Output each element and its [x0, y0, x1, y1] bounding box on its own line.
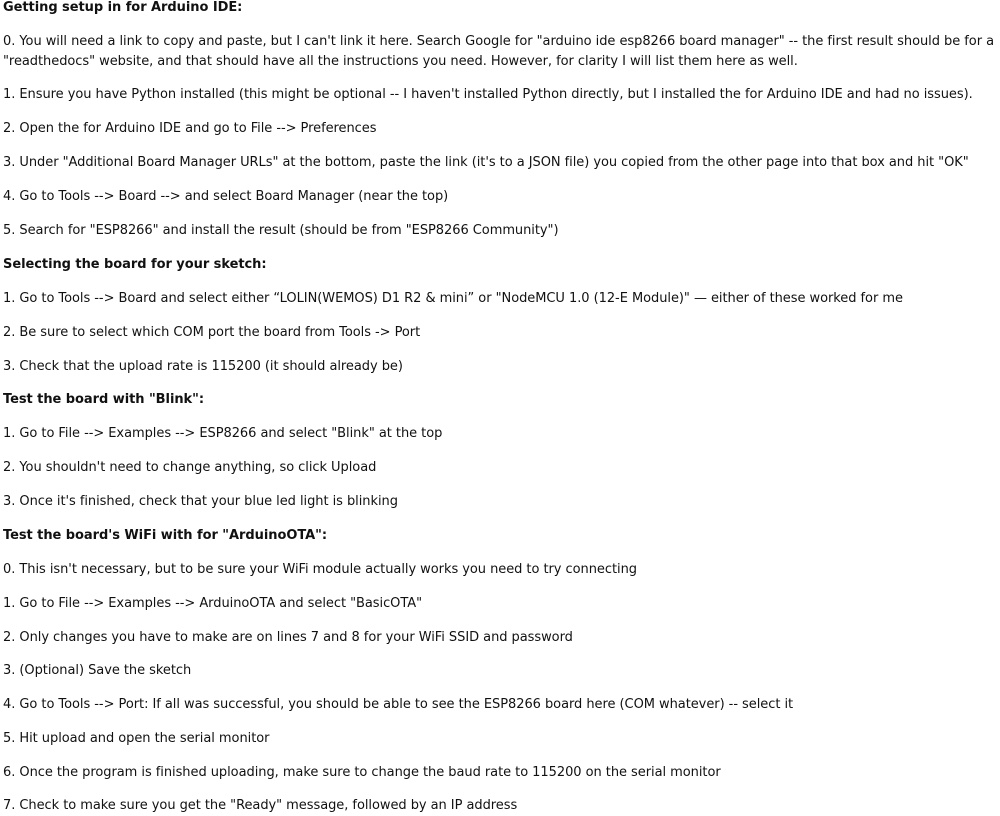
list-item: 2. Open the for Arduino IDE and go to File --> Preferences — [3, 121, 377, 136]
list-item: 0. This isn't necessary, but to be sure your WiFi module actually works you need to try connecting — [3, 562, 637, 577]
list-item: 1. Go to Tools --> Board and select either “LOLIN(WEMOS) D1 R2 & mini” or "NodeMCU 1.0 (12-E Module)" — either of these worked for me — [3, 291, 903, 306]
section-heading-selecting-board: Selecting the board for your sketch: — [3, 257, 267, 272]
list-item: 3. Once it's finished, check that your blue led light is blinking — [3, 494, 398, 509]
section-heading-blink-test: Test the board with "Blink": — [3, 392, 205, 407]
list-item: 7. Check to make sure you get the "Ready" message, followed by an IP address — [3, 798, 518, 813]
list-item: 2. Only changes you have to make are on lines 7 and 8 for your WiFi SSID and password — [3, 630, 573, 645]
list-item: 1. Go to File --> Examples --> ArduinoOTA and select "BasicOTA" — [3, 596, 423, 611]
list-item: 5. Hit upload and open the serial monitor — [3, 731, 270, 746]
section-heading-setup: Getting setup in for Arduino IDE: — [3, 0, 243, 15]
list-item: 3. Check that the upload rate is 115200 (it should already be) — [3, 359, 403, 374]
section-heading-wifi-test: Test the board's WiFi with for "ArduinoOTA": — [3, 528, 328, 543]
list-item: 1. Ensure you have Python installed (this might be optional -- I haven't installed Python directly, but I installed the for Arduino IDE and had no issues). — [3, 87, 973, 102]
list-item: 0. You will need a link to copy and paste, but I can't link it here. Search Google for "arduino ide esp8266 board manager" -- the first result should be for a "readthedocs" website, and that should have all the instructions you need. However, for clarity I will list them here as well. — [3, 34, 994, 69]
list-item: 4. Go to Tools --> Port: If all was successful, you should be able to see the ESP8266 board here (COM whatever) -- select it — [3, 697, 794, 712]
list-item: 2. You shouldn't need to change anything, so click Upload — [3, 460, 377, 475]
list-item: 2. Be sure to select which COM port the board from Tools -> Port — [3, 325, 421, 340]
list-item: 1. Go to File --> Examples --> ESP8266 and select "Blink" at the top — [3, 426, 443, 441]
list-item: 3. Under "Additional Board Manager URLs" at the bottom, paste the link (it's to a JSON file) you copied from the other page into that box and hit "OK" — [3, 155, 969, 170]
list-item: 3. (Optional) Save the sketch — [3, 663, 192, 678]
list-item: 4. Go to Tools --> Board --> and select Board Manager (near the top) — [3, 189, 449, 204]
list-item: 5. Search for "ESP8266" and install the result (should be from "ESP8266 Community") — [3, 223, 559, 238]
list-item: 6. Once the program is finished uploading, make sure to change the baud rate to 115200 on the serial monitor — [3, 765, 721, 780]
